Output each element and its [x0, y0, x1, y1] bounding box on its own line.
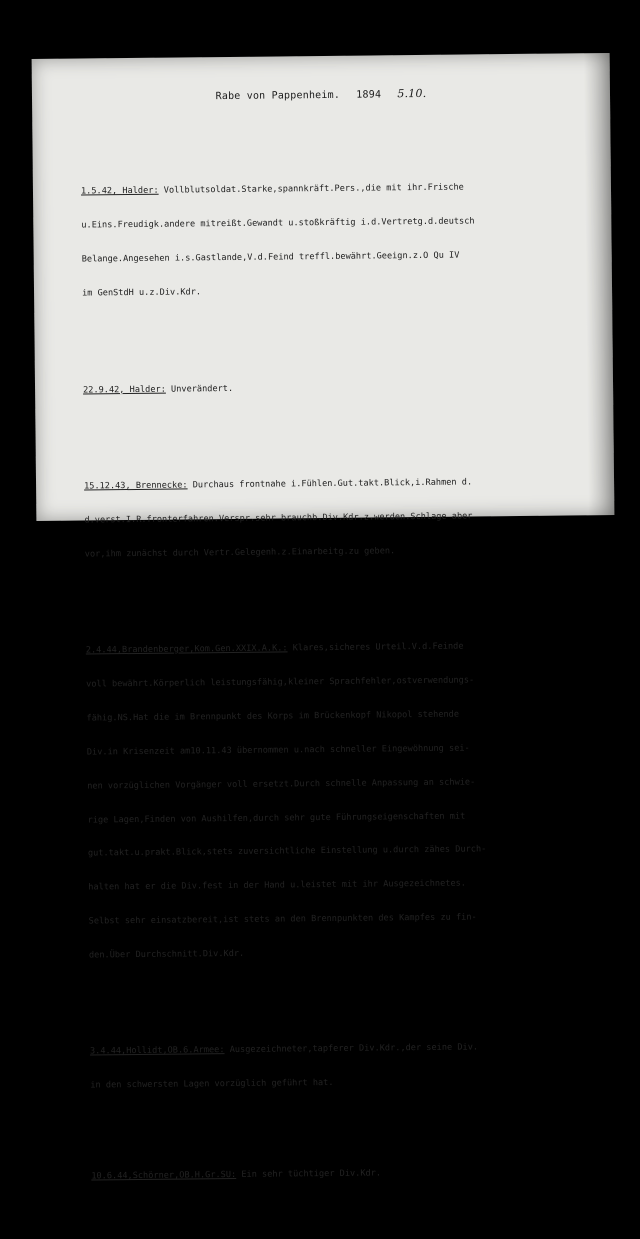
entry-line: voll bewährt.Körperlich leistungsfähig,kleiner Sprachfehler,ostverwendungs-: [86, 675, 475, 690]
entry-text: Vollblutsoldat.Starke,spannkräft.Pers.,die mit ihr.Frische: [158, 183, 464, 197]
entry-author: 22.9.42, Halder:: [83, 384, 166, 396]
entry-author: 2.4.44,Brandenberger,Kom.Gen.XXIX.A.K.:: [85, 643, 288, 656]
document-page: [32, 53, 615, 1182]
header-name: Rabe von Pappenheim.: [215, 89, 341, 103]
entry-line: fähig.NS.Hat die im Brennpunkt des Korps im Brückenkopf Nikopol stehende: [86, 709, 460, 724]
entry-line: Div.in Krisenzeit am10.11.43 übernommen u.nach schneller Eingewöhnung sei-: [86, 743, 470, 758]
entry-line: d.verst.I.R.fronterfahren.Verspr.sehr brauchb.Div.Kdr.z.werden.Schlage aber: [84, 511, 473, 526]
entry-text: Ein sehr tüchtiger Div.Kdr.: [236, 1168, 382, 1180]
entry-hollidt: [90, 1019, 611, 1115]
entry-line: Belange.Angesehen i.s.Gastlande,V.d.Feind treffl.bewährt.Geeign.z.O Qu IV: [81, 250, 460, 265]
entry-halder-1: [81, 159, 603, 323]
entry-line: im GenStdH u.z.Div.Kdr.: [82, 287, 202, 299]
entry-line: [86, 640, 606, 657]
entry-line: in den schwersten Lagen vorzüglich geführt hat.: [90, 1078, 334, 1091]
document-body: [80, 125, 612, 1239]
entry-author: 15.12.43, Brennecke:: [84, 480, 188, 492]
entry-line: vor,ihm zunächst durch Vertr.Gelegenh.z.Einarbeitg.zu geben.: [84, 545, 396, 560]
entry-line: rige Lagen,Finden von Aushilfen,durch sehr gute Führungseigenschaften mit: [87, 811, 466, 826]
entry-author: 3.4.44,Hollidt,OB.6.Armee:: [89, 1045, 225, 1057]
scan-edge-shadow: [584, 53, 615, 515]
entry-line: nen vorzüglichen Vorgänger voll ersetzt.Durch schnelle Anpassung an schwie-: [87, 777, 476, 792]
entry-line: den.Über Durchschnitt.Div.Kdr.: [88, 948, 245, 961]
entry-line: [83, 380, 603, 397]
entry-line: gut.takt.u.prakt.Blick,stets zuversichtliche Einstellung u.durch zähes Durch-: [87, 844, 487, 859]
entry-brandenberger: [86, 618, 610, 985]
entry-line: u.Eins.Freudigk.andere mitreißt.Gewandt u.stoßkräftig i.d.Vertretg.d.deutsch: [81, 216, 475, 231]
entry-author: 1.5.42, Halder:: [80, 186, 159, 198]
entry-halder-2: [83, 357, 604, 419]
entry-line: halten hat er die Div.fest in der Hand u.leistet mit ihr Ausgezeichnetes.: [88, 878, 467, 893]
entry-line: [91, 1166, 611, 1183]
entry-line: [84, 476, 604, 493]
entry-line: [81, 182, 601, 199]
entry-text: Unverändert.: [165, 383, 234, 395]
header-year: 1894: [356, 89, 382, 101]
entry-text: Klares,sicheres Urteil.V.d.Feinde: [287, 641, 464, 654]
entry-line: Selbst sehr einsatzbereit,ist stets an den Brennpunkten des Kampfes zu fin-: [88, 912, 477, 927]
entry-author: 10.6.44,Schörner,OB.H.Gr.SU:: [91, 1169, 237, 1182]
entry-brennecke: [84, 453, 605, 583]
handwritten-note: 5.10.: [397, 86, 427, 101]
entry-schoerner: [91, 1143, 612, 1205]
entry-line: [90, 1041, 610, 1058]
page-header: [32, 85, 610, 104]
entry-text: Durchaus frontnahe i.Fühlen.Gut.takt.Blick,i.Rahmen d.: [187, 477, 473, 491]
entry-text: Ausgezeichneter,tapferer Div.Kdr.,der seine Div.: [224, 1042, 479, 1056]
